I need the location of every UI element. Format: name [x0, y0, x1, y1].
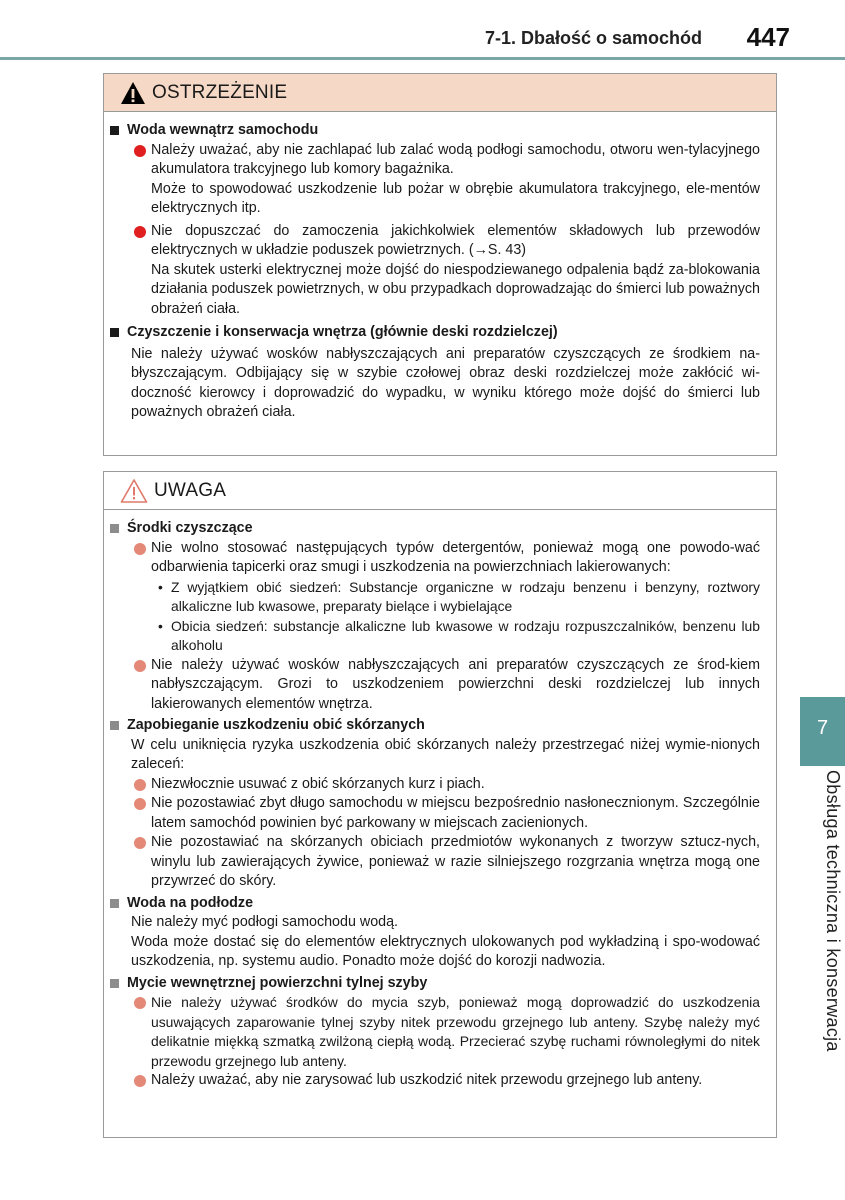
caution-paragraph: Nie należy myć podłogi samochodu wodą. [131, 914, 399, 930]
caution-bullet: Nie należy używać wosków nabłyszczających ani preparatów czyszczących ze środ-kiem nabłyszczającym. Grozi to uszkodzeniem powierzchni deski rozdzielczej lub innych lakierowanych elementów wnętrza. [110, 656, 760, 715]
pink-dot-icon [134, 798, 146, 810]
square-bullet-icon [110, 979, 119, 988]
warning-section-title: Czyszczenie i konserwacja wnętrza (głównie deski rozdzielczej) [110, 323, 760, 343]
red-dot-icon [134, 226, 146, 238]
warning-body [104, 112, 776, 423]
chapter-label: Obsługa techniczna i konserwacja [823, 770, 843, 1052]
chapter-tab: 7 [800, 697, 845, 766]
red-dot-icon [134, 145, 146, 157]
pink-dot-icon [134, 837, 146, 849]
warning-bullet: Należy uważać, aby nie zachlapać lub zalać wodą podłogi samochodu, otworu wen-tylacyjnego akumulatora trakcyjnego lub komory bagażnika. Może to spowodować uszkodzenie lub pożar w obrębie akumulatora trakcyjnego, ele-mentów elektrycznych itp. [110, 141, 760, 219]
warning-paragraph: Nie należy używać wosków nabłyszczających ani preparatów czyszczących ze środkiem na-błyszczającym. Odbijający się w szybie czołowej obraz deski rozdzielczej może zakłócić wi-doczność kierowcy i doprowadzić do wypadku, w wyniku którego może dojść do śmierci lub poważnych obrażeń ciała. [131, 345, 760, 420]
warning-section-title: Woda wewnątrz samochodu [110, 121, 760, 141]
caution-sub-item: • Obicia siedzeń: substancje alkaliczne lub kwasowe w rodzaju rozpuszczalników, benzenu lub alkoholu [158, 617, 760, 653]
caution-title: UWAGA [154, 479, 227, 501]
section-title: 7-1. Dbałość o samochód [484, 28, 702, 48]
caution-bullet: Nie wolno stosować następujących typów detergentów, ponieważ mogą one powodo-wać odbarwienia tapicerki oraz smugi i uszkodzenia na powierzchniach lakierowanych: [110, 539, 760, 578]
warning-bullet: Nie dopuszczać do zamoczenia jakichkolwiek elementów składowych lub przewodów elektrycznych w układzie poduszek powietrznych. (→S. 43) Na skutek usterki elektrycznej może dojść do niespodziewanego odpalenia bądź za-blokowania działania poduszek powietrznych, w obu przypadkach doprowadzając do śmierci lub poważnych obrażeń ciała. [110, 222, 760, 320]
warning-header [104, 74, 776, 112]
caution-section-title: Zapobieganie uszkodzeniu obić skórzanych [110, 716, 760, 736]
pink-dot-icon [134, 543, 146, 555]
page-number: 447 [746, 22, 790, 52]
caution-bullet: Należy uważać, aby nie zarysować lub uszkodzić nitek przewodu grzejnego lub anteny. [110, 1071, 760, 1091]
caution-bullet: Nie pozostawiać na skórzanych obiciach przedmiotów wykonanych z tworzyw sztucz-nych, winylu lub zawierających żywice, ponieważ w razie silniejszego rozgrzania wnętrza mogą one przywrzeć do skóry. [110, 833, 760, 892]
caution-box [103, 471, 777, 1138]
square-bullet-icon [110, 899, 119, 908]
header-rule [0, 57, 845, 60]
caution-paragraph: Woda może dostać się do elementów elektrycznych ulokowanych pod wykładziną i spo-wodować uszkodzenia, np. systemu audio. Ponadto może dojść do korozji nadwozia. [131, 933, 760, 969]
caution-bullet: Niezwłocznie usuwać z obić skórzanych kurz i piach. [110, 775, 760, 795]
caution-bullet: Nie należy używać środków do mycia szyb, ponieważ mogą doprowadzić do uszkodzenia usuwających zaparowanie tylnej szyby nitek przewodu grzejnego lub anteny. Szybę należy myć delikatnie miękką szmatką zwilżoną ciepłą wodą. Przecierać szybę ruchami równoległymi do nitek przewodu grzejnego lub anteny. [110, 993, 760, 1071]
caution-section-title: Mycie wewnętrznej powierzchni tylnej szyby [110, 974, 760, 994]
pink-dot-icon [134, 779, 146, 791]
caution-sub-item: • Z wyjątkiem obić siedzeń: Substancje organiczne w rodzaju benzenu i benzyny, roztwory alkaliczne lub kwasowe, preparaty bielące i wybielające [158, 578, 760, 614]
warning-box [103, 73, 777, 456]
pink-dot-icon [134, 660, 146, 672]
square-bullet-icon [110, 721, 119, 730]
caution-bullet: Nie pozostawiać zbyt długo samochodu w miejscu bezpośrednio nasłonecznionym. Szczególnie latem samochód powinien być parkowany w miejscach zacienionych. [110, 794, 760, 833]
pink-dot-icon [134, 1075, 146, 1087]
square-bullet-icon [110, 524, 119, 533]
warning-icon [120, 81, 146, 105]
square-bullet-icon [110, 328, 119, 337]
caution-body [104, 510, 776, 1091]
caution-paragraph: W celu uniknięcia ryzyka uszkodzenia obić skórzanych należy przestrzegać niżej wymie-nionych zaleceń: [131, 736, 760, 772]
caution-section-title: Woda na podłodze [110, 894, 760, 914]
caution-section-title: Środki czyszczące [110, 519, 760, 539]
caution-header [104, 472, 776, 510]
caution-icon [120, 478, 148, 504]
pink-dot-icon [134, 997, 146, 1009]
small-bullet-icon: • [158, 617, 163, 634]
warning-title: OSTRZEŻENIE [152, 81, 288, 103]
small-bullet-icon: • [158, 578, 163, 595]
square-bullet-icon [110, 126, 119, 135]
